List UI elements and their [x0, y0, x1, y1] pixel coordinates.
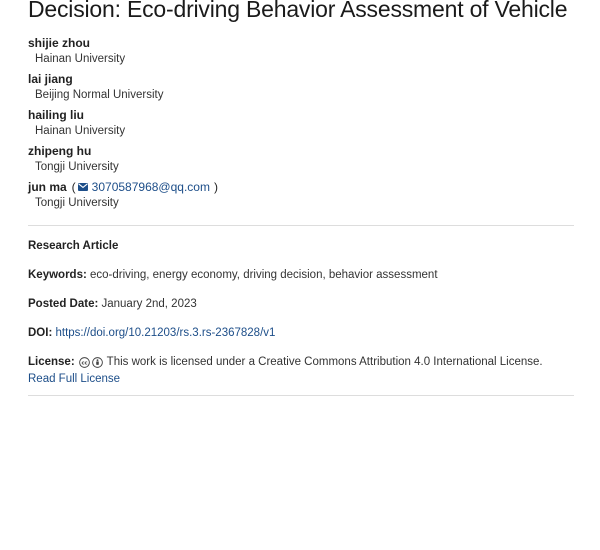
author-name[interactable]: zhipeng hu: [28, 144, 92, 158]
email-icon: [78, 183, 88, 191]
read-full-license-link[interactable]: Read Full License: [28, 373, 121, 385]
author-affiliation: Tongji University: [35, 197, 119, 209]
author-item: [28, 107, 574, 139]
author-name[interactable]: hailing liu: [28, 108, 84, 122]
attribution-icon: [92, 357, 103, 368]
author-item: [28, 143, 574, 175]
posted-date-row: [28, 296, 574, 312]
license-label: License:: [28, 356, 75, 368]
doi-row: [28, 325, 574, 341]
keywords-value: eco-driving, energy economy, driving decision, behavior assessment: [90, 269, 438, 281]
article-type: Research Article: [28, 240, 119, 252]
author-affiliation: Beijing Normal University: [35, 89, 164, 101]
creative-commons-icon: [79, 357, 90, 368]
page-title: Decision: Eco-driving Behavior Assessment of Vehicle: [28, 0, 568, 22]
email-link[interactable]: 3070587968@qq.com: [91, 180, 210, 194]
svg-text:cc: cc: [81, 360, 88, 367]
author-affiliation: Hainan University: [35, 125, 126, 137]
author-affiliation: Tongji University: [35, 161, 119, 173]
author-name[interactable]: shijie zhou: [28, 36, 91, 50]
author-item: [28, 35, 574, 67]
author-name[interactable]: lai jiang: [28, 72, 73, 86]
open-paren: (: [71, 180, 76, 194]
keywords-row: [28, 267, 574, 283]
author-item: [28, 179, 574, 211]
license-text: This work is licensed under a Creative Commons Attribution 4.0 International License.: [106, 356, 543, 368]
doi-label: DOI:: [28, 327, 53, 339]
author-name[interactable]: jun ma: [28, 180, 67, 194]
author-list: [28, 35, 574, 211]
author-affiliation: Hainan University: [35, 53, 126, 65]
posted-date-label: Posted Date:: [28, 298, 99, 310]
section-divider: [28, 395, 574, 396]
corresponding-author: [28, 179, 574, 195]
posted-date-value: January 2nd, 2023: [101, 298, 197, 310]
close-paren: ): [213, 180, 218, 194]
license-row: [28, 354, 574, 370]
author-item: [28, 71, 574, 103]
preprint-page: [28, 0, 574, 396]
keywords-label: Keywords:: [28, 269, 87, 281]
doi-link[interactable]: https://doi.org/10.21203/rs.3.rs-2367828/v1: [55, 327, 276, 339]
section-divider: [28, 225, 574, 226]
read-license-row: [28, 371, 574, 387]
